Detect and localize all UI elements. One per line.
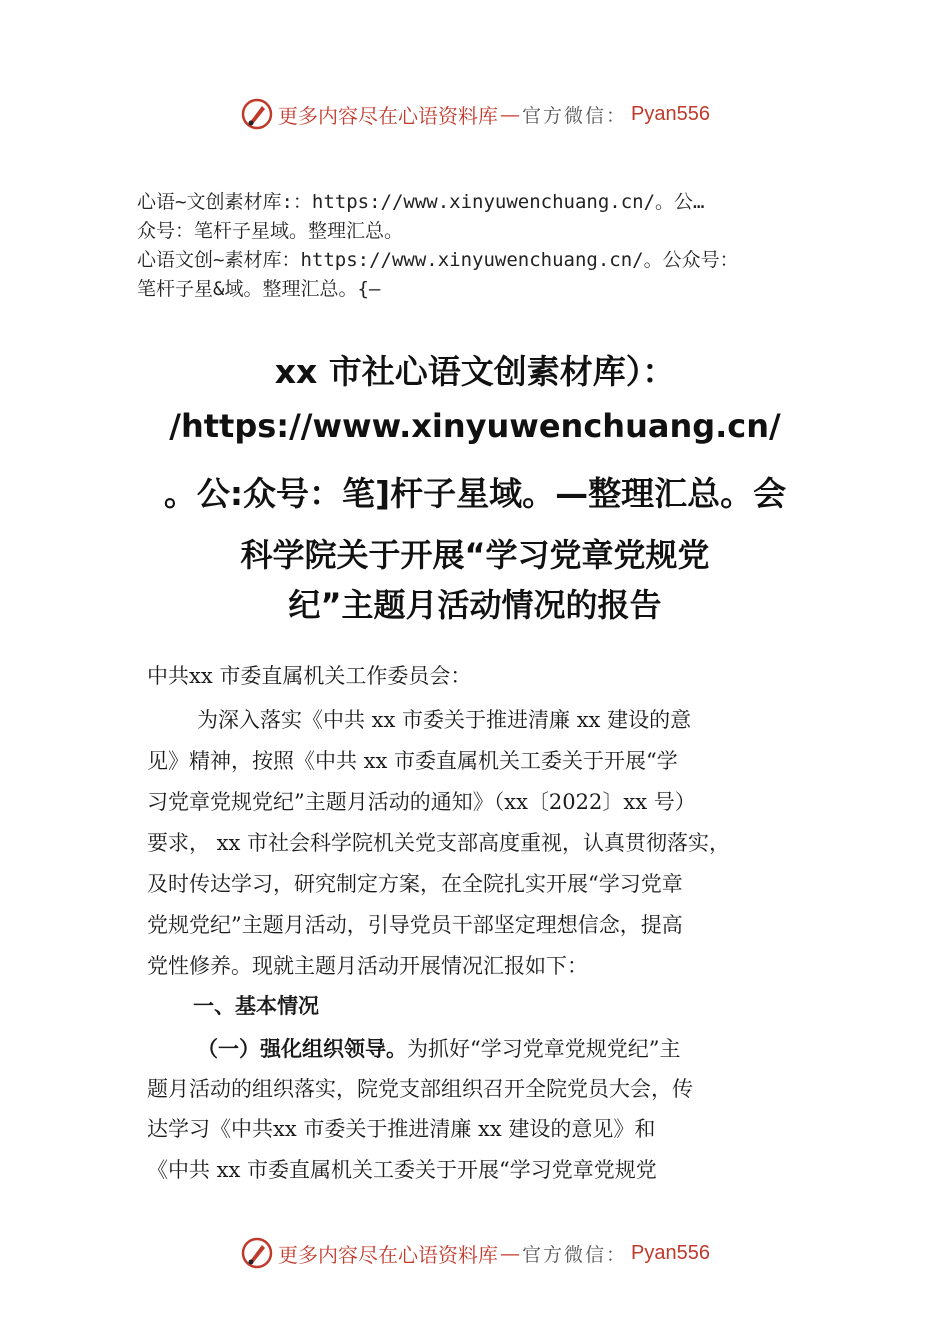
banner-wechat-id: Pyan556 (631, 1241, 710, 1264)
para1-line: 党性修养。现就主题月活动开展情况汇报如下： (147, 954, 588, 978)
banner-wechat-label: 官方微信： (522, 104, 628, 127)
sub1-heading: （一）强化组织领导。 (197, 1037, 407, 1061)
header-line: 心语文创~素材库：https://www.xinyuwenchuang.cn/。公众号： (137, 249, 739, 271)
banner-text: 更多内容尽在心语资料库 (278, 1242, 498, 1267)
title-line-2: /https://www.xinyuwenchuang.cn/ (169, 407, 781, 445)
para1-line: 及时传达学习，研究制定方案，在全院扎实开展“学习党章 (147, 872, 683, 896)
addressee: 中共xx 市委直属机关工作委员会： (147, 664, 472, 688)
para1-line: 为深入落实《中共 xx 市委关于推进清廉 xx 建设的意 (197, 708, 692, 732)
sub1-line: 达学习《中共xx 市委关于推进清廉 xx 建设的意见》和 (147, 1117, 656, 1141)
banner-separator: — (500, 102, 520, 126)
brush-logo-icon (240, 1236, 274, 1270)
bottom-banner (0, 1233, 950, 1273)
header-line: 众号：笔杆子星域。整理汇总。 (137, 220, 404, 242)
title-line-4: 科学院关于开展“学习党章党规党 (240, 536, 710, 574)
para1-line: 习党章党规党纪”主题月活动的通知》（xx〔2022〕xx 号） (147, 790, 696, 814)
title-line-1: xx 市社心语文创素材库）： (274, 352, 676, 391)
sub1-line: 《中共 xx 市委直属机关工委关于开展“学习党章党规党 (147, 1158, 657, 1182)
sub1-line: 题月活动的组织落实，院党支部组织召开全院党员大会，传 (147, 1077, 693, 1101)
header-line: 心语~文创素材库:：https://www.xinyuwenchuang.cn/。公… (137, 191, 705, 213)
title-line-3: 。公:众号：笔]杆子星域。—整理汇总。会 (163, 474, 787, 513)
top-banner (0, 94, 950, 134)
header-line: 笔杆子星&域。整理汇总。{— (137, 278, 381, 300)
banner-wechat-id: Pyan556 (631, 102, 710, 125)
sub1-first-rest: 为抓好“学习党章党规党纪”主 (407, 1037, 681, 1061)
title-line-5: 纪”主题月活动情况的报告 (288, 586, 662, 624)
brush-logo-icon (240, 97, 274, 131)
header-source-block (137, 188, 857, 304)
para1-line: 见》精神，按照《中共 xx 市委直属机关工委关于开展“学 (147, 749, 678, 773)
banner-wechat-label: 官方微信： (522, 1243, 628, 1266)
para1-line: 党规党纪”主题月活动，引导党员干部坚定理想信念，提高 (147, 913, 683, 937)
para1-line: 要求， xx 市社会科学院机关党支部高度重视，认真贯彻落实， (147, 831, 731, 855)
section-heading: 一、基本情况 (193, 994, 319, 1018)
banner-separator: — (500, 1241, 520, 1265)
sub1-first-line (197, 1033, 897, 1063)
banner-text: 更多内容尽在心语资料库 (278, 103, 498, 128)
